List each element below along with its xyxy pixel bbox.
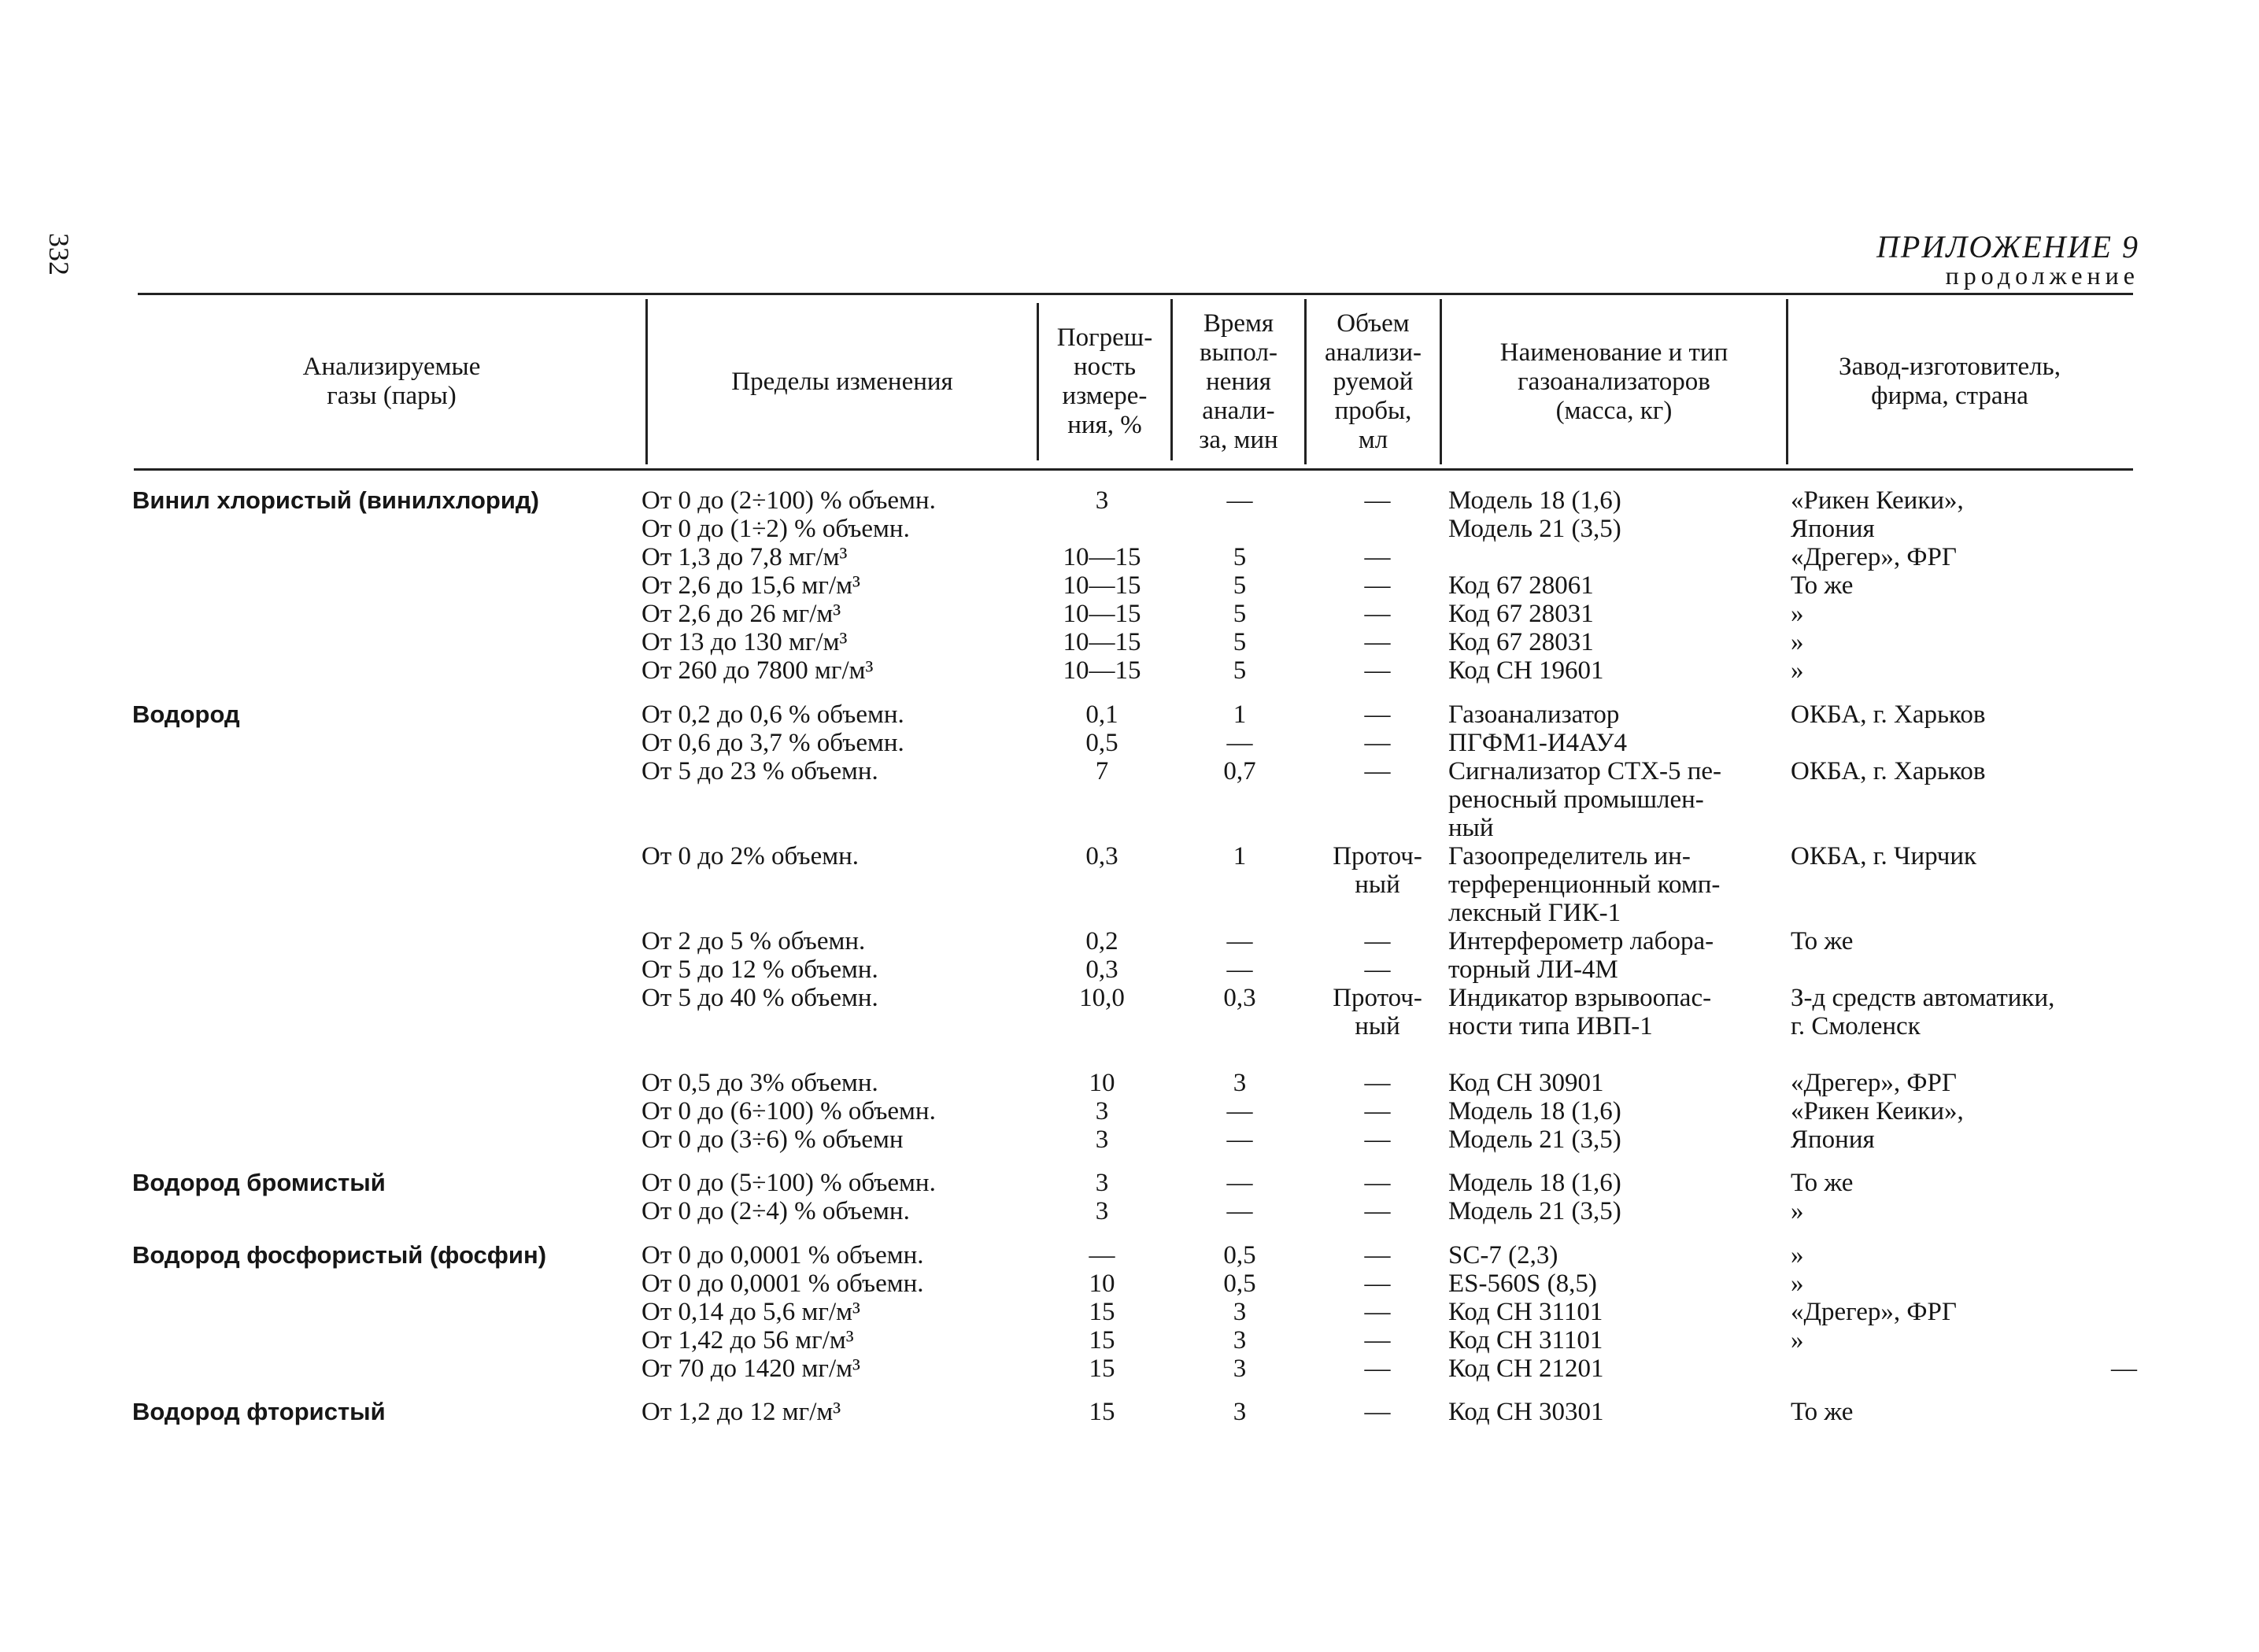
header-bottom-rule (134, 468, 2133, 471)
volume-cell: — (1364, 628, 1391, 656)
volume-cell: — (1364, 757, 1391, 785)
limits-cell: От 13 до 130 мг/м³ (641, 628, 848, 656)
device-cell: Модель 18 (1,6) (1448, 1097, 1621, 1125)
time-cell: 5 (1233, 571, 1247, 600)
volume-cell: — (1364, 1125, 1391, 1154)
error-cell: 0,3 (1085, 842, 1118, 870)
header-gases: Анализируемые газы (пары) (302, 353, 481, 410)
maker-cell: » (1791, 628, 1804, 656)
maker-cell: Япония (1791, 515, 1875, 543)
volume-cell: — (1364, 1326, 1391, 1354)
time-cell: — (1226, 486, 1253, 515)
maker-cell: ОКБА, г. Чирчик (1791, 842, 1977, 870)
maker-cell: » (1791, 656, 1804, 685)
device-cell: Газоанализатор (1448, 700, 1620, 729)
header-limits: Пределы изменения (731, 367, 953, 396)
device-cell: ПГФМ1-И4АУ4 (1448, 729, 1627, 757)
time-cell: 1 (1233, 842, 1247, 870)
error-cell: 3 (1095, 1097, 1109, 1125)
device-cell: Код 67 28061 (1448, 571, 1594, 600)
header-volume: Объем анализи- руемой пробы, мл (1324, 309, 1422, 454)
limits-cell: От 0 до (3÷6) % объемн (641, 1125, 904, 1154)
volume-cell: — (1364, 729, 1391, 757)
error-cell: 10—15 (1063, 600, 1141, 628)
error-cell: 3 (1095, 1169, 1109, 1197)
maker-cell: «Дрегер», ФРГ (1791, 1298, 1957, 1326)
volume-cell: — (1364, 927, 1391, 955)
device-cell: Модель 18 (1,6) (1448, 1169, 1621, 1197)
error-cell: 0,1 (1085, 700, 1118, 729)
error-cell: 15 (1089, 1354, 1115, 1383)
maker-cell: «Рикен Кеики», (1791, 1097, 1964, 1125)
maker-cell: «Дрегер», ФРГ (1791, 1069, 1957, 1097)
volume-cell: — (1364, 1298, 1391, 1326)
error-cell: 3 (1095, 486, 1109, 515)
volume-cell: — (1364, 1197, 1391, 1225)
header-error: Погреш- ность измере- ния, % (1056, 323, 1153, 439)
limits-cell: От 70 до 1420 мг/м³ (641, 1354, 860, 1383)
time-cell: 3 (1233, 1069, 1247, 1097)
error-cell: 0,2 (1085, 927, 1118, 955)
time-cell: — (1226, 927, 1253, 955)
volume-cell: — (1364, 656, 1391, 685)
time-cell: 5 (1233, 628, 1247, 656)
device-cell: Код СН 30901 (1448, 1069, 1604, 1097)
volume-cell: — (1364, 600, 1391, 628)
gas-cell: Водород фтористый (132, 1398, 386, 1425)
time-cell: 0,7 (1223, 757, 1256, 785)
limits-cell: От 0 до 0,0001 % объемн. (641, 1241, 924, 1269)
volume-cell: — (1364, 1398, 1391, 1426)
maker-cell: » (1791, 600, 1804, 628)
appendix-title: ПРИЛОЖЕНИЕ 9 (1876, 229, 2139, 264)
time-cell: 3 (1233, 1326, 1247, 1354)
device-cell: Код 67 28031 (1448, 600, 1594, 628)
error-cell: — (1089, 1241, 1115, 1269)
time-cell: — (1226, 1097, 1253, 1125)
volume-cell: — (1364, 486, 1391, 515)
maker-cell: Япония (1791, 1125, 1875, 1154)
device-cell: Код СН 31101 (1448, 1326, 1603, 1354)
limits-cell: От 2 до 5 % объемн. (641, 927, 866, 955)
maker-cell: » (1791, 1241, 1804, 1269)
device-cell: Газоопределитель ин- терференционный комп- лексный ГИК-1 (1448, 842, 1721, 927)
volume-cell: Проточ- ный (1333, 842, 1422, 899)
limits-cell: От 260 до 7800 мг/м³ (641, 656, 874, 685)
time-cell: — (1226, 955, 1253, 984)
header-device: Наименование и тип газоанализаторов (масса, кг) (1499, 338, 1728, 425)
page-number: 332 (43, 233, 75, 275)
volume-cell: — (1364, 955, 1391, 984)
limits-cell: От 1,42 до 56 мг/м³ (641, 1326, 854, 1354)
limits-cell: От 5 до 23 % объемн. (641, 757, 878, 785)
limits-cell: От 0 до (6÷100) % объемн. (641, 1097, 936, 1125)
error-cell: 15 (1089, 1298, 1115, 1326)
limits-cell: От 0 до (1÷2) % объемн. (641, 515, 910, 543)
gas-cell: Винил хлористый (винилхлорид) (132, 486, 539, 514)
time-cell: — (1226, 729, 1253, 757)
device-cell: торный ЛИ-4М (1448, 955, 1618, 984)
error-cell: 3 (1095, 1197, 1109, 1225)
maker-cell: «Рикен Кеики», (1791, 486, 1964, 515)
maker-cell: З-д средств автоматики, г. Смоленск (1791, 984, 2055, 1040)
limits-cell: От 0,14 до 5,6 мг/м³ (641, 1298, 860, 1326)
maker-cell: ОКБА, г. Харьков (1791, 700, 1986, 729)
maker-cell: » (1791, 1326, 1804, 1354)
limits-cell: От 1,2 до 12 мг/м³ (641, 1398, 841, 1426)
maker-cell: — (2111, 1354, 2137, 1383)
maker-cell: То же (1791, 571, 1854, 600)
maker-cell: » (1791, 1269, 1804, 1298)
header-maker: Завод-изготовитель, фирма, страна (1839, 353, 2061, 410)
time-cell: 5 (1233, 543, 1247, 571)
volume-cell: — (1364, 1169, 1391, 1197)
maker-cell: То же (1791, 1169, 1854, 1197)
volume-cell: — (1364, 543, 1391, 571)
error-cell: 10—15 (1063, 656, 1141, 685)
limits-cell: От 5 до 40 % объемн. (641, 984, 878, 1012)
device-cell: Код СН 31101 (1448, 1298, 1603, 1326)
error-cell: 10—15 (1063, 628, 1141, 656)
appendix-subtitle: продолжение (1945, 261, 2139, 290)
time-cell: 5 (1233, 656, 1247, 685)
error-cell: 10—15 (1063, 543, 1141, 571)
header-time: Время выпол- нения анали- за, мин (1199, 309, 1278, 454)
gas-cell: Водород бромистый (132, 1169, 386, 1196)
error-cell: 10 (1089, 1269, 1115, 1298)
limits-cell: От 0,5 до 3% объемн. (641, 1069, 878, 1097)
error-cell: 7 (1095, 757, 1109, 785)
device-cell: Сигнализатор СТХ-5 пе- реносный промышлен- ный (1448, 757, 1722, 842)
gas-cell: Водород фосфористый (фосфин) (132, 1241, 547, 1269)
limits-cell: От 1,3 до 7,8 мг/м³ (641, 543, 848, 571)
maker-cell: ОКБА, г. Харьков (1791, 757, 1986, 785)
time-cell: 3 (1233, 1398, 1247, 1426)
device-cell: Код СН 30301 (1448, 1398, 1604, 1426)
volume-cell: — (1364, 571, 1391, 600)
time-cell: 0,5 (1223, 1269, 1256, 1298)
device-cell: Модель 18 (1,6) (1448, 486, 1621, 515)
time-cell: 3 (1233, 1298, 1247, 1326)
error-cell: 10 (1089, 1069, 1115, 1097)
device-cell: Код 67 28031 (1448, 628, 1594, 656)
device-cell: Модель 21 (3,5) (1448, 1197, 1621, 1225)
device-cell: SC-7 (2,3) (1448, 1241, 1558, 1269)
time-cell: — (1226, 1197, 1253, 1225)
device-cell: Интерферометр лабора- (1448, 927, 1714, 955)
table-top-rule (138, 293, 2133, 295)
limits-cell: От 0 до (2÷4) % объемн. (641, 1197, 910, 1225)
volume-cell: — (1364, 1269, 1391, 1298)
limits-cell: От 0,2 до 0,6 % объемн. (641, 700, 904, 729)
limits-cell: От 0 до 0,0001 % объемн. (641, 1269, 924, 1298)
maker-cell: То же (1791, 1398, 1854, 1426)
maker-cell: » (1791, 1197, 1804, 1225)
time-cell: 5 (1233, 600, 1247, 628)
maker-cell: «Дрегер», ФРГ (1791, 543, 1957, 571)
volume-cell: — (1364, 1354, 1391, 1383)
limits-cell: От 2,6 до 15,6 мг/м³ (641, 571, 860, 600)
time-cell: 1 (1233, 700, 1247, 729)
device-cell: Модель 21 (3,5) (1448, 515, 1621, 543)
device-cell: ES-560S (8,5) (1448, 1269, 1597, 1298)
limits-cell: От 2,6 до 26 мг/м³ (641, 600, 841, 628)
time-cell: 3 (1233, 1354, 1247, 1383)
time-cell: — (1226, 1169, 1253, 1197)
error-cell: 15 (1089, 1326, 1115, 1354)
limits-cell: От 0 до 2% объемн. (641, 842, 860, 870)
error-cell: 0,3 (1085, 955, 1118, 984)
time-cell: — (1226, 1125, 1253, 1154)
limits-cell: От 0,6 до 3,7 % объемн. (641, 729, 904, 757)
error-cell: 10,0 (1079, 984, 1125, 1012)
device-cell: Модель 21 (3,5) (1448, 1125, 1621, 1154)
volume-cell: — (1364, 1241, 1391, 1269)
error-cell: 15 (1089, 1398, 1115, 1426)
volume-cell: Проточ- ный (1333, 984, 1422, 1040)
error-cell: 0,5 (1085, 729, 1118, 757)
time-cell: 0,3 (1223, 984, 1256, 1012)
limits-cell: От 0 до (2÷100) % объемн. (641, 486, 936, 515)
error-cell: 3 (1095, 1125, 1109, 1154)
volume-cell: — (1364, 700, 1391, 729)
error-cell: 10—15 (1063, 571, 1141, 600)
maker-cell: То же (1791, 927, 1854, 955)
volume-cell: — (1364, 1097, 1391, 1125)
time-cell: 0,5 (1223, 1241, 1256, 1269)
limits-cell: От 0 до (5÷100) % объемн. (641, 1169, 936, 1197)
device-cell: Код СН 19601 (1448, 656, 1604, 685)
volume-cell: — (1364, 1069, 1391, 1097)
device-cell: Индикатор взрывоопас- ности типа ИВП-1 (1448, 984, 1712, 1040)
limits-cell: От 5 до 12 % объемн. (641, 955, 878, 984)
gas-cell: Водород (132, 700, 240, 728)
device-cell: Код СН 21201 (1448, 1354, 1604, 1383)
